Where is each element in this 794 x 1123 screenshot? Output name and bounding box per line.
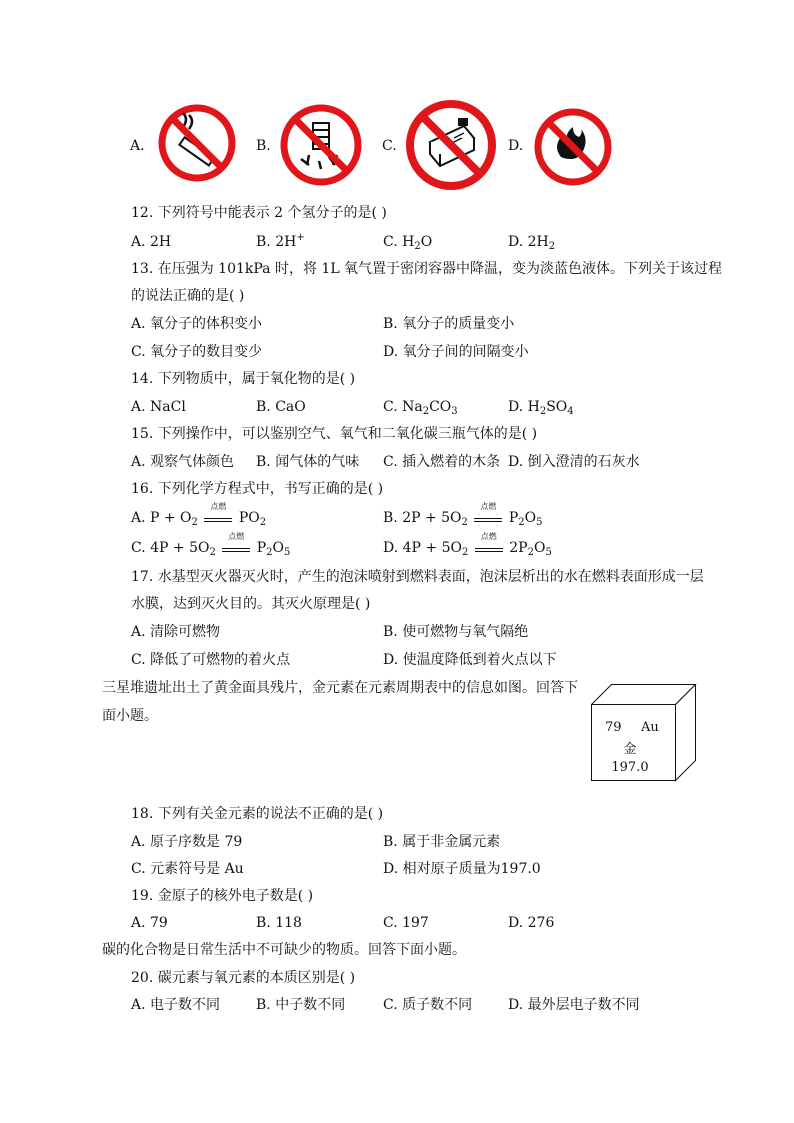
question-19-option-d: D. 276 [508,915,555,931]
question-16-option-b: B. $2P + 5O_2$ 点燃 $P_2O_5$ [383,502,543,528]
question-17-option-d: D. 使温度降低到着火点以下 [383,652,557,668]
question-15-option-c: C. 插入燃着的木条 [383,454,501,470]
passage-gold-line2: 面小题。 [102,708,158,724]
question-18-option-d: D. 相对原子质量为197.0 [383,861,541,877]
element-name: 金 [623,742,637,757]
question-13-option-b: B. 氧分子的质量变小 [383,316,515,332]
question-17-option-a: A. 清除可燃物 [131,624,221,640]
question-18-stem: 18. 下列有关金元素的说法不正确的是( ) [131,806,384,822]
option-d-label: D. [508,138,524,154]
question-13-stem-line1: 13. 在压强为 101kPa 时，将 1L 氧气置于密闭容器中降温，变为淡蓝色液体。下列关于该过程 [131,261,723,277]
no-smoking-icon [157,103,237,183]
question-19-option-a: A. 79 [131,915,168,931]
reaction-condition: 点燃 [474,512,502,522]
question-17-stem-line2: 水膜，达到灭火目的。其灭火原理是( ) [131,596,371,612]
question-12-option-c: C. $H_2O$ [383,234,433,252]
question-20-option-b: B. 中子数不同 [256,997,346,1013]
question-14-option-a: A. NaCl [131,399,186,415]
question-15-option-b: B. 闻气体的气味 [256,454,360,470]
question-12-option-d: D. $2H_2$ [508,234,556,252]
question-18-option-a: A. 原子序数是 79 [131,834,243,850]
question-12-option-a: A. 2H [131,234,172,250]
reaction-condition: 点燃 [475,542,503,552]
question-17-stem-line1: 17. 水基型灭火器灭火时，产生的泡沫喷射到燃料表面，泡沫层析出的水在燃料表面形成一层 [131,569,704,585]
question-15-option-a: A. 观察气体颜色 [131,454,235,470]
question-18-option-b: B. 属于非金属元素 [383,834,501,850]
element-symbol: Au [641,720,659,735]
question-15-stem: 15. 下列操作中，可以鉴别空气、氧气和二氧化碳三瓶气体的是( ) [131,426,538,442]
no-open-flame-icon [533,107,613,187]
question-18-option-c: C. 元素符号是 Au [131,861,244,877]
question-16-option-c: C. $4P + 5O_2$ 点燃 $P_2O_5$ [131,532,291,558]
reaction-condition: 点燃 [222,542,250,552]
passage-gold-line1: 三星堆遗址出土了黄金面具残片，金元素在元素周期表中的信息如图。回答下 [102,680,578,696]
question-20-stem: 20. 碳元素与氧元素的本质区别是( ) [131,970,356,986]
question-14-option-b: B. CaO [256,399,306,415]
question-19-option-b: B. 118 [256,915,302,931]
question-17-option-c: C. 降低了可燃物的着火点 [131,652,291,668]
question-13-stem-line2: 的说法正确的是( ) [131,288,245,304]
question-16-option-a: A. $P + O_2$ 点燃 $PO_2$ [131,502,267,528]
question-17-option-b: B. 使可燃物与氧气隔绝 [383,624,529,640]
atomic-mass: 197.0 [611,760,649,775]
question-19-stem: 19. 金原子的核外电子数是( ) [131,888,314,904]
no-fireworks-icon [279,103,363,187]
question-13-option-c: C. 氧分子的数目变少 [131,344,263,360]
question-20-option-a: A. 电子数不同 [131,997,221,1013]
atomic-number: 79 [605,720,622,735]
passage-carbon: 碳的化合物是日常生活中不可缺少的物质。回答下面小题。 [102,942,466,958]
option-c-label: C. [382,138,397,154]
question-12-option-b: B. 2H+ [256,232,305,250]
option-b-label: B. [256,138,271,154]
question-15-option-d: D. 倒入澄清的石灰水 [508,454,640,470]
question-12-stem: 12. 下列符号中能表示 2 个氢分子的是( ) [131,205,387,221]
question-20-option-d: D. 最外层电子数不同 [508,997,640,1013]
question-13-option-a: A. 氧分子的体积变小 [131,316,263,332]
question-14-option-c: C. $Na_2CO_3$ [383,399,458,417]
question-14-option-d: D. $H_2SO_4$ [508,399,574,417]
question-19-option-c: C. 197 [383,915,429,931]
reaction-condition: 点燃 [204,512,232,522]
option-a-label: A. [130,138,145,154]
question-13-option-d: D. 氧分子间的间隔变小 [383,344,529,360]
no-matches-icon [404,98,498,192]
question-16-option-d: D. $4P + 5O_2$ 点燃 $2P_2O_5$ [383,532,552,558]
question-16-stem: 16. 下列化学方程式中，书写正确的是( ) [131,481,384,497]
question-14-stem: 14. 下列物质中，属于氧化物的是( ) [131,371,356,387]
question-20-option-c: C. 质子数不同 [383,997,473,1013]
